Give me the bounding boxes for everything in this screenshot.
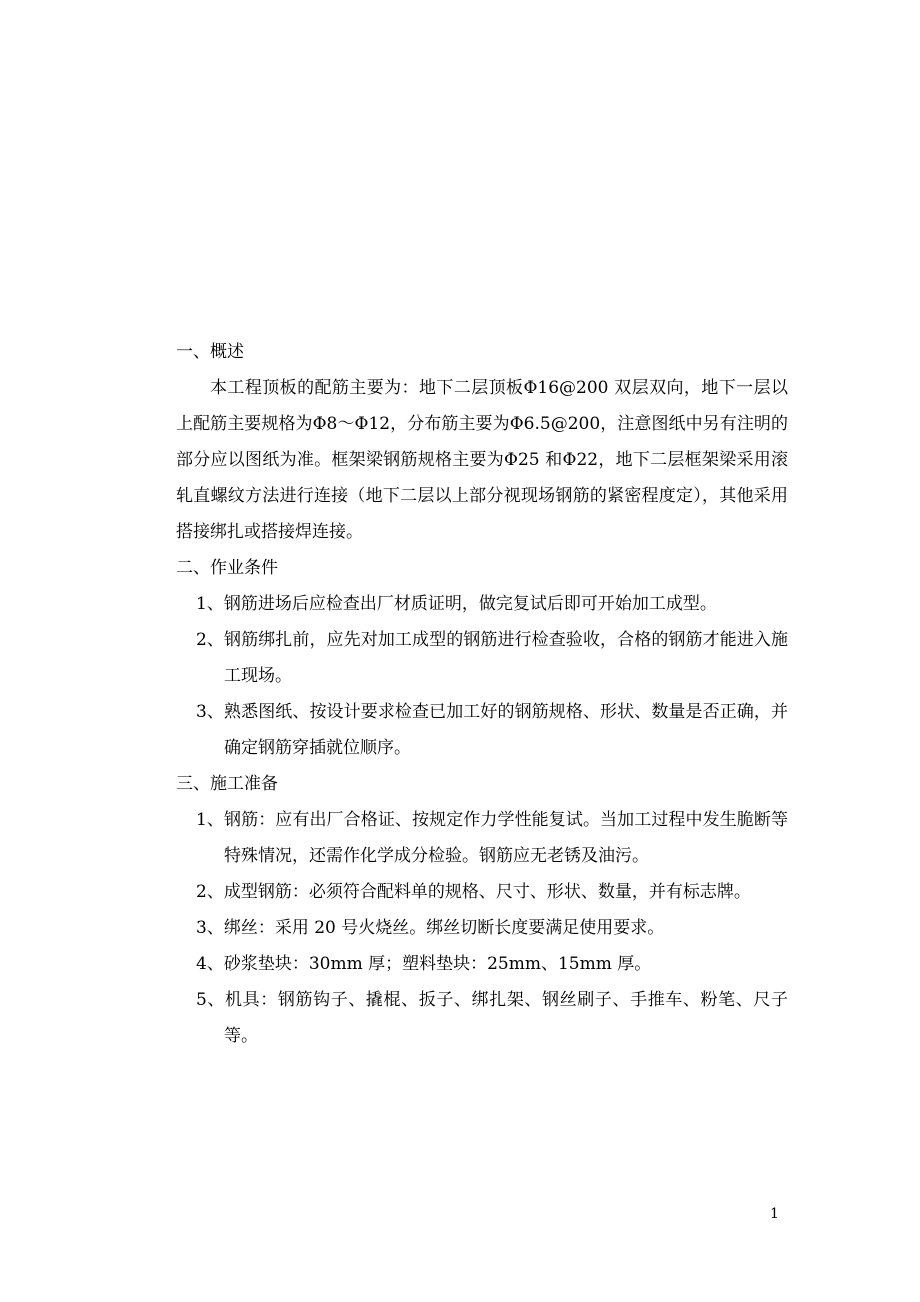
section-heading-overview: 一、概述 xyxy=(176,342,244,362)
list-item: 2、成型钢筋：必须符合配料单的规格、尺寸、形状、数量，并有标志牌。 xyxy=(196,882,751,902)
list-item: 5、机具：钢筋钩子、撬棍、扳子、绑扎架、钢丝刷子、手推车、粉笔、尺子等。 xyxy=(196,990,788,1046)
list-item: 4、砂浆垫块：30mm 厚；塑料垫块：25mm、15mm 厚。 xyxy=(196,954,652,974)
document-body xyxy=(176,334,788,1054)
list-item: 3、绑丝：采用 20 号火烧丝。绑丝切断长度要满足使用要求。 xyxy=(196,918,665,938)
overview-paragraph: 本工程顶板的配筋主要为：地下二层顶板Φ16@200 双层双向，地下一层以上配筋主要规格为Φ8～Φ12，分布筋主要为Φ6.5@200，注意图纸中另有注明的部分应以图纸为准。框架梁钢筋规格主要为Φ25 和Φ22，地下二层框架梁采用滚轧直螺纹方法进行连接（地下二层以上部分视现场钢筋的紧密程度定），其他采用搭接绑扎或搭接焊连接。 xyxy=(176,378,788,542)
list-item: 2、钢筋绑扎前，应先对加工成型的钢筋进行检查验收，合格的钢筋才能进入施工现场。 xyxy=(196,630,788,686)
section-heading-construction-preparation: 三、施工准备 xyxy=(176,774,278,794)
list-item: 1、钢筋：应有出厂合格证、按规定作力学性能复试。当加工过程中发生脆断等特殊情况，还需作化学成分检验。钢筋应无老锈及油污。 xyxy=(196,810,788,866)
list-item: 1、钢筋进场后应检查出厂材质证明，做完复试后即可开始加工成型。 xyxy=(196,594,717,614)
section-heading-work-conditions: 二、作业条件 xyxy=(176,558,278,578)
page-number: 1 xyxy=(770,1206,779,1222)
list-item: 3、熟悉图纸、按设计要求检查已加工好的钢筋规格、形状、数量是否正确，并确定钢筋穿插就位顺序。 xyxy=(196,702,788,758)
